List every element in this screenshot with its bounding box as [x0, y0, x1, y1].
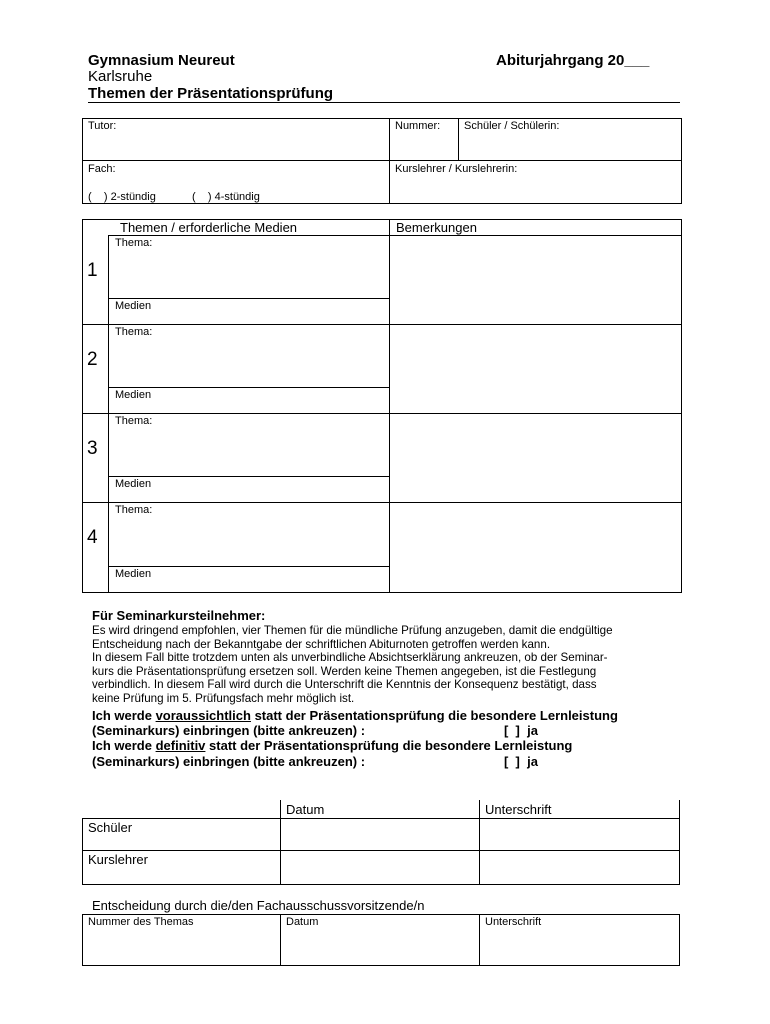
topics-header-rule: [108, 235, 682, 236]
option-text: statt der Präsentationsprüfung die besondere Lernleistung: [250, 708, 618, 723]
topic-number: 3: [87, 438, 98, 459]
sig-vline-0: [82, 818, 83, 885]
option-probable-line2: (Seminarkurs) einbringen (bitte ankreuzen) :: [92, 723, 366, 738]
teacher-date-field[interactable]: [281, 851, 478, 883]
option-definitive-checkbox[interactable]: [ ] ja: [504, 754, 538, 769]
option-definitive: [92, 738, 572, 753]
option-text: statt der Präsentationsprüfung die besondere Lernleistung: [205, 738, 573, 753]
topic-thema-label[interactable]: Thema:: [115, 415, 153, 427]
seminar-line: Es wird dringend empfohlen, vier Themen für die mündliche Prüfung anzugeben, damit die endgültige: [92, 624, 613, 637]
topic-media-label[interactable]: Medien: [115, 389, 152, 401]
topic-media-rule: [108, 298, 390, 299]
subject-field[interactable]: Fach:: [88, 163, 116, 175]
info-vline: [389, 118, 390, 204]
info-divider: [82, 160, 682, 161]
decision-col-date[interactable]: Datum: [286, 916, 319, 928]
option-emphasis: voraussichtlich: [155, 708, 251, 723]
seminar-line: verbindlich. In diesem Fall wird durch die Unterschrift die Kenntnis der Konsequenz bestätigt, dass: [92, 678, 597, 692]
seminar-line: Entscheidung nach der Bekanntgabe der schriftlichen Abiturnoten getroffen werden kann.: [92, 637, 551, 651]
page-title: Themen der Präsentationsprüfung: [88, 85, 334, 102]
sig-row-student: Schüler: [88, 820, 133, 835]
topic-media-label[interactable]: Medien: [115, 478, 152, 490]
tutor-field[interactable]: Tutor:: [88, 120, 117, 132]
topic-number: 4: [87, 527, 98, 548]
decision-heading: Entscheidung durch die/den Fachausschussvorsitzende/n: [92, 898, 425, 913]
sig-rule: [82, 884, 680, 885]
sig-col-signature: Unterschrift: [485, 802, 552, 817]
seminar-line: kurs die Präsentationsprüfung ersetzen soll. Werden keine Themen angegeben, ist die Festlegung: [92, 664, 597, 678]
teacher-field[interactable]: Kurslehrer / Kurslehrerin:: [395, 163, 518, 175]
topics-vline-remarks: [389, 219, 390, 593]
four-hour-checkbox[interactable]: ( ) 4-stündig: [192, 191, 260, 203]
topic-thema-label[interactable]: Thema:: [115, 326, 153, 338]
sig-vline-3: [679, 800, 680, 885]
option-probable: [92, 708, 618, 723]
topic-number: 2: [87, 349, 98, 370]
col-topics-header: Themen / erforderliche Medien: [120, 220, 298, 235]
decision-col-topic-number[interactable]: Nummer des Themas: [88, 916, 194, 928]
teacher-signature-field[interactable]: [480, 851, 678, 883]
topic-media-rule: [108, 476, 390, 477]
topic-row-divider: [82, 324, 682, 325]
option-emphasis: definitiv: [155, 738, 206, 753]
topic-row-divider: [82, 502, 682, 503]
col-remarks-header: Bemerkungen: [396, 220, 477, 235]
topic-thema-label[interactable]: Thema:: [115, 237, 153, 249]
topic-media-rule: [108, 387, 390, 388]
seminar-text: [92, 624, 692, 706]
option-text: Ich werde: [92, 738, 156, 753]
topics-table: [82, 219, 682, 593]
number-field[interactable]: Nummer:: [395, 120, 441, 132]
graduation-year: Abiturjahrgang 20___: [496, 52, 650, 69]
topic-row-divider: [82, 413, 682, 414]
school-city: Karlsruhe: [88, 68, 153, 85]
info-box: [82, 118, 682, 204]
topic-media-label[interactable]: Medien: [115, 568, 152, 580]
two-hour-checkbox[interactable]: ( ) 2-stündig: [88, 191, 156, 203]
school-name: Gymnasium Neureut: [88, 52, 235, 69]
sig-col-date: Datum: [286, 802, 325, 817]
decision-col-signature[interactable]: Unterschrift: [485, 916, 542, 928]
topic-media-label[interactable]: Medien: [115, 300, 152, 312]
option-probable-checkbox[interactable]: [ ] ja: [504, 723, 538, 738]
header-rule: [88, 102, 680, 103]
option-definitive-line2: (Seminarkurs) einbringen (bitte ankreuzen) :: [92, 754, 366, 769]
topics-vline-number: [108, 235, 109, 593]
student-signature-field[interactable]: [480, 819, 678, 849]
topic-number: 1: [87, 260, 98, 281]
seminar-line: In diesem Fall bitte trotzdem unten als unverbindliche Absichtserklärung ankreuzen, ob der Seminar-: [92, 651, 608, 665]
seminar-heading: Für Seminarkursteilnehmer:: [92, 608, 266, 623]
sig-row-teacher: Kurslehrer: [88, 852, 148, 867]
topic-media-rule: [108, 566, 390, 567]
decision-vline-1: [280, 914, 281, 966]
seminar-line: keine Prüfung im 5. Prüfungsfach mehr möglich ist.: [92, 691, 355, 705]
option-text: Ich werde: [92, 708, 156, 723]
topic-thema-label[interactable]: Thema:: [115, 504, 153, 516]
student-field[interactable]: Schüler / Schülerin:: [464, 120, 560, 132]
student-date-field[interactable]: [281, 819, 478, 849]
decision-vline-2: [479, 914, 480, 966]
info-vline-2: [458, 118, 459, 160]
